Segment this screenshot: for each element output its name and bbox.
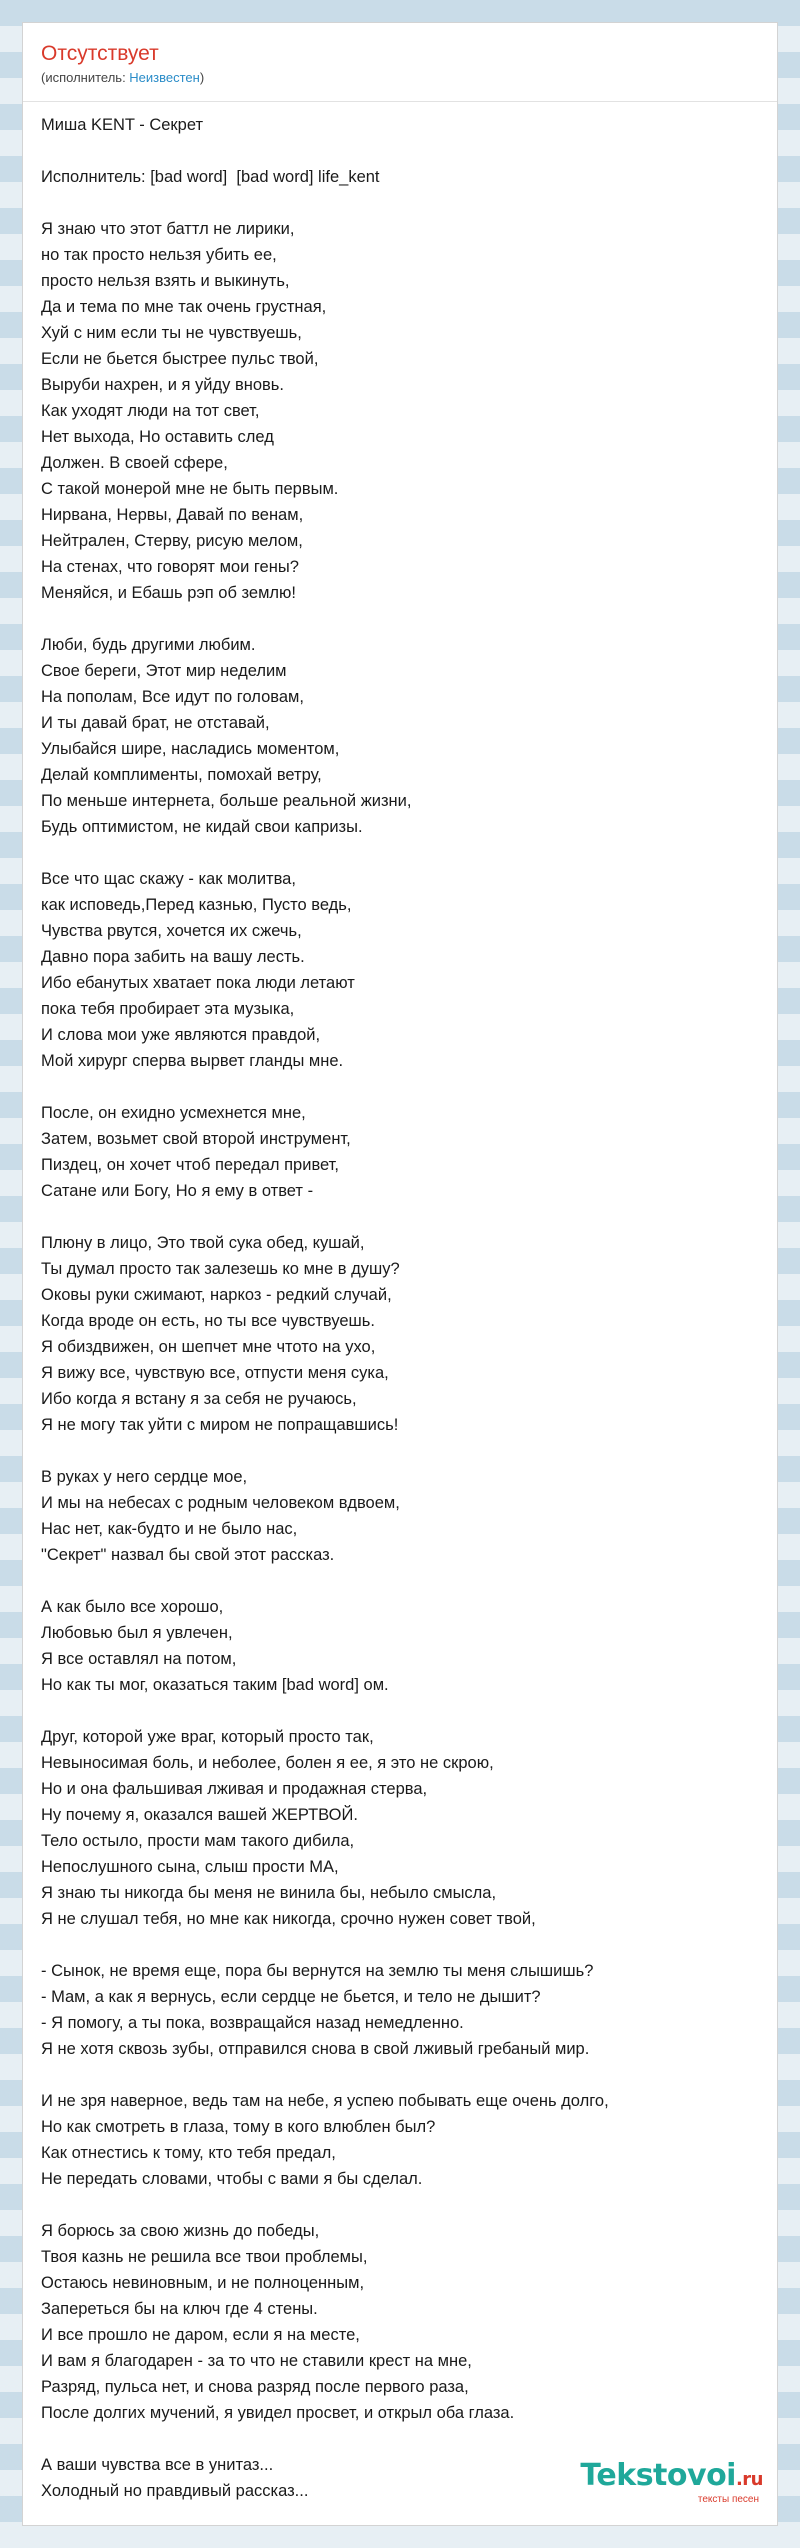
lyric-line: Нет выхода, Но оставить след: [41, 428, 274, 446]
performer-suffix: ): [199, 70, 205, 85]
lyric-line: Люби, будь другими любим.: [41, 636, 256, 654]
lyric-line: Давно пора забить на вашу лесть.: [41, 948, 305, 966]
lyric-line: Невыносимая боль, и неболее, болен я ее, я это не скрою,: [41, 1754, 494, 1772]
lyric-line: Как уходят люди на тот свет,: [41, 402, 260, 420]
lyric-line: Остаюсь невиновным, и не полноценным,: [41, 2274, 365, 2292]
stanza-break: [41, 840, 759, 866]
lyric-line: Меняйся, и Ебашь рэп об землю!: [41, 584, 297, 602]
lyric-line: И не зря наверное, ведь там на небе, я успею побывать еще очень долго,: [41, 2092, 609, 2110]
performer-line: [41, 69, 759, 87]
lyric-line: Нейтрален, Стерву, рисую мелом,: [41, 532, 303, 550]
lyric-line: И вам я благодарен - за то что не ставили крест на мне,: [41, 2352, 472, 2370]
lyric-line: Не передать словами, чтобы с вами я бы сделал.: [41, 2170, 423, 2188]
lyric-line: С такой монерой мне не быть первым.: [41, 480, 339, 498]
stanza-break: [41, 1568, 759, 1594]
lyric-line: Я не могу так уйти с миром не попращавшись!: [41, 1416, 399, 1434]
performer-prefix: (исполнитель:: [41, 70, 130, 85]
lyric-line: И все прошло не даром, если я на месте,: [41, 2326, 360, 2344]
lyric-line: Твоя казнь не решила все твои проблемы,: [41, 2248, 368, 2266]
lyric-line: просто нельзя взять и выкинуть,: [41, 272, 290, 290]
stanza-break: [41, 1438, 759, 1464]
stanza-break: [41, 1074, 759, 1100]
lyric-line: Холодный но правдивый рассказ...: [41, 2482, 309, 2500]
logo-tld: .ru: [735, 2469, 763, 2490]
stanza-break: [41, 2192, 759, 2218]
stanza-break: [41, 606, 759, 632]
stanza-break: [41, 2426, 759, 2452]
lyric-line: Пиздец, он хочет чтоб передал привет,: [41, 1156, 339, 1174]
lyric-line: Все что щас скажу - как молитва,: [41, 870, 296, 888]
performer-link[interactable]: Неизвестен: [129, 70, 200, 85]
lyric-line: Нас нет, как-будто и не было нас,: [41, 1520, 298, 1538]
lyric-line: Улыбайся шире, насладись моментом,: [41, 740, 340, 758]
lyric-line: Оковы руки сжимают, наркоз - редкий случай,: [41, 1286, 392, 1304]
stanza-break: [41, 190, 759, 216]
lyric-line: - Сынок, не время еще, пора бы вернутся на землю ты меня слышишь?: [41, 1962, 594, 1980]
lyric-line: В руках у него сердце мое,: [41, 1468, 248, 1486]
lyric-line: Но и она фальшивая лживая и продажная стерва,: [41, 1780, 428, 1798]
lyric-line: Я обиздвижен, он шепчет мне чтото на ухо,: [41, 1338, 376, 1356]
song-title: Отсутствует: [41, 42, 159, 65]
lyric-line: Тело остыло, прости мам такого дибила,: [41, 1832, 355, 1850]
lyric-line: Непослушного сына, слыш прости МА,: [41, 1858, 339, 1876]
lyric-line: Делай комплименты, помохай ветру,: [41, 766, 322, 784]
lyric-line: Ибо ебанутых хватает пока люди летают: [41, 974, 355, 992]
lyric-line: По меньше интернета, больше реальной жизни,: [41, 792, 412, 810]
lyric-line: пока тебя пробирает эта музыка,: [41, 1000, 295, 1018]
stanza-break: [41, 1204, 759, 1230]
lyric-line: Но как смотреть в глаза, тому в кого влюблен был?: [41, 2118, 436, 2136]
lyric-line: И слова мои уже являются правдой,: [41, 1026, 321, 1044]
lyric-line: Будь оптимистом, не кидай свои капризы.: [41, 818, 363, 836]
lyric-line: А ваши чувства все в унитаз...: [41, 2456, 274, 2474]
lyric-line: Плюну в лицо, Это твой сука обед, кушай,: [41, 1234, 365, 1252]
lyrics-text: [23, 102, 777, 2504]
lyric-line: "Секрет" назвал бы свой этот рассказ.: [41, 1546, 335, 1564]
lyric-line: После долгих мучений, я увидел просвет, и открыл оба глаза.: [41, 2404, 515, 2422]
lyric-line: Я борюсь за свою жизнь до победы,: [41, 2222, 320, 2240]
lyric-line: Разряд, пульса нет, и снова разряд после первого раза,: [41, 2378, 469, 2396]
lyric-line: Ты думал просто так залезешь ко мне в душу?: [41, 1260, 400, 1278]
lyric-line: И мы на небесах с родным человеком вдвоем,: [41, 1494, 400, 1512]
lyric-line: Ибо когда я встану я за себя не ручаюсь,: [41, 1390, 357, 1408]
lyric-line: Но как ты мог, оказаться таким [bad word] ом.: [41, 1676, 389, 1694]
stanza-break: [41, 2062, 759, 2088]
lyric-line: Я вижу все, чувствую все, отпусти меня сука,: [41, 1364, 389, 1382]
stanza-break: [41, 1698, 759, 1724]
lyric-line: Мой хирург сперва вырвет гланды мне.: [41, 1052, 344, 1070]
lyric-line: Я знаю что этот баттл не лирики,: [41, 220, 295, 238]
lyric-line: Миша KENT - Секрет: [41, 116, 204, 134]
lyric-line: После, он ехидно усмехнется мне,: [41, 1104, 306, 1122]
lyric-line: Свое береги, Этот мир неделим: [41, 662, 287, 680]
lyric-line: Я не слушал тебя, но мне как никогда, срочно нужен совет твой,: [41, 1910, 536, 1928]
stanza-break: [41, 1932, 759, 1958]
song-header: [23, 23, 777, 102]
lyric-line: но так просто нельзя убить ее,: [41, 246, 277, 264]
lyric-line: Хуй с ним если ты не чувствуешь,: [41, 324, 302, 342]
lyric-line: И ты давай брат, не отставай,: [41, 714, 270, 732]
lyric-line: - Мам, а как я вернусь, если сердце не бьется, и тело не дышит?: [41, 1988, 541, 2006]
lyric-line: Да и тема по мне так очень грустная,: [41, 298, 327, 316]
lyric-line: Я не хотя сквозь зубы, отправился снова в свой лживый гребаный мир.: [41, 2040, 590, 2058]
logo-name: Tekstovoi: [580, 2458, 736, 2493]
logo-tagline: тексты песен: [697, 2494, 759, 2505]
lyric-line: Затем, возьмет свой второй инструмент,: [41, 1130, 351, 1148]
lyric-line: Нирвана, Нервы, Давай по венам,: [41, 506, 304, 524]
lyric-line: На стенах, что говорят мои гены?: [41, 558, 299, 576]
lyric-line: Исполнитель: [bad word] [bad word] life_kent: [41, 168, 380, 186]
lyric-line: Запереться бы на ключ где 4 стены.: [41, 2300, 318, 2318]
lyric-line: Друг, которой уже враг, который просто так,: [41, 1728, 374, 1746]
lyric-line: Выруби нахрен, и я уйду вновь.: [41, 376, 284, 394]
lyric-line: Ну почему я, оказался вашей ЖЕРТВОЙ.: [41, 1806, 358, 1824]
lyric-line: Если не бьется быстрее пульс твой,: [41, 350, 319, 368]
lyric-line: Я знаю ты никогда бы меня не винила бы, небыло смысла,: [41, 1884, 497, 1902]
lyric-line: А как было все хорошо,: [41, 1598, 224, 1616]
stanza-break: [41, 138, 759, 164]
lyrics-card: [22, 22, 778, 2526]
logo-wordmark: [580, 2460, 763, 2496]
lyric-line: - Я помогу, а ты пока, возвращайся назад немедленно.: [41, 2014, 464, 2032]
lyric-line: Я все оставлял на потом,: [41, 1650, 237, 1668]
lyric-line: Сатане или Богу, Но я ему в ответ -: [41, 1182, 314, 1200]
site-logo[interactable]: [580, 2460, 763, 2505]
lyric-line: Должен. В своей сфере,: [41, 454, 228, 472]
lyric-line: Чувства рвутся, хочется их сжечь,: [41, 922, 302, 940]
lyric-line: как исповедь,Перед казнью, Пусто ведь,: [41, 896, 352, 914]
lyric-line: Любовью был я увлечен,: [41, 1624, 233, 1642]
lyric-line: На пополам, Все идут по головам,: [41, 688, 304, 706]
lyric-line: Когда вроде он есть, но ты все чувствуешь.: [41, 1312, 375, 1330]
lyric-line: Как отнестись к тому, кто тебя предал,: [41, 2144, 336, 2162]
